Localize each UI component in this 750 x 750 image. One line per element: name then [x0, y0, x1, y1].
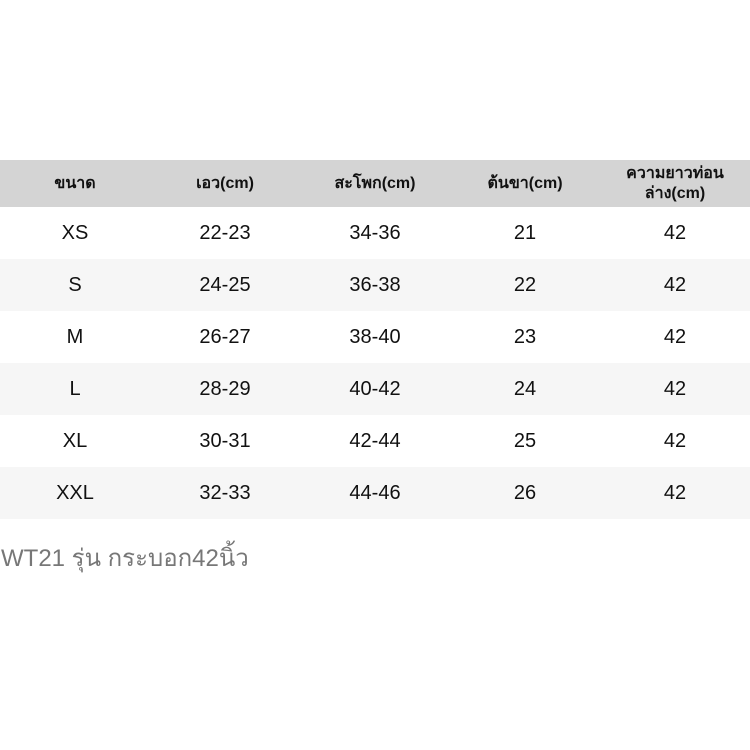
table-cell: 42 — [663, 325, 687, 348]
table-row-xl — [0, 415, 750, 467]
table-cell: 42 — [663, 429, 687, 452]
table-cell: 44-46 — [349, 481, 401, 504]
column-header-waist: เอว(cm) — [196, 174, 254, 192]
table-cell: 30-31 — [199, 429, 251, 452]
product-model-note: WT21 รุ่น กระบอก42นิ้ว — [1, 545, 249, 572]
table-row-s — [0, 259, 750, 311]
table-cell: L — [69, 377, 81, 400]
table-cell: S — [68, 273, 82, 296]
table-cell: 42-44 — [349, 429, 401, 452]
column-header-hip: สะโพก(cm) — [334, 174, 416, 192]
table-cell: 24-25 — [199, 273, 251, 296]
table-cell: XL — [62, 429, 88, 452]
table-cell: 28-29 — [199, 377, 251, 400]
column-header-size: ขนาด — [54, 174, 96, 192]
table-row-l — [0, 363, 750, 415]
table-cell: 32-33 — [199, 481, 251, 504]
table-cell: 25 — [513, 429, 537, 452]
table-row-m — [0, 311, 750, 363]
table-cell: 36-38 — [349, 273, 401, 296]
table-cell: M — [66, 325, 84, 348]
table-cell: XS — [61, 221, 89, 244]
table-cell: 22-23 — [199, 221, 251, 244]
table-cell: 42 — [663, 377, 687, 400]
table-cell: 42 — [663, 273, 687, 296]
column-header-lower-length: ความยาวท่อนล่าง(cm) — [626, 164, 724, 202]
table-cell: 24 — [513, 377, 537, 400]
table-cell: 42 — [663, 481, 687, 504]
size-table — [0, 160, 750, 519]
table-row-xxl — [0, 467, 750, 519]
table-cell: 26-27 — [199, 325, 251, 348]
table-cell: 22 — [513, 273, 537, 296]
table-cell: 42 — [663, 221, 687, 244]
table-cell: 34-36 — [349, 221, 401, 244]
table-cell: 38-40 — [349, 325, 401, 348]
size-table-header-row — [0, 160, 750, 207]
table-cell: 40-42 — [349, 377, 401, 400]
table-row-xs — [0, 207, 750, 259]
table-cell: XXL — [56, 481, 94, 504]
table-cell: 21 — [513, 221, 537, 244]
column-header-thigh: ต้นขา(cm) — [487, 174, 563, 192]
table-cell: 26 — [513, 481, 537, 504]
table-cell: 23 — [513, 325, 537, 348]
